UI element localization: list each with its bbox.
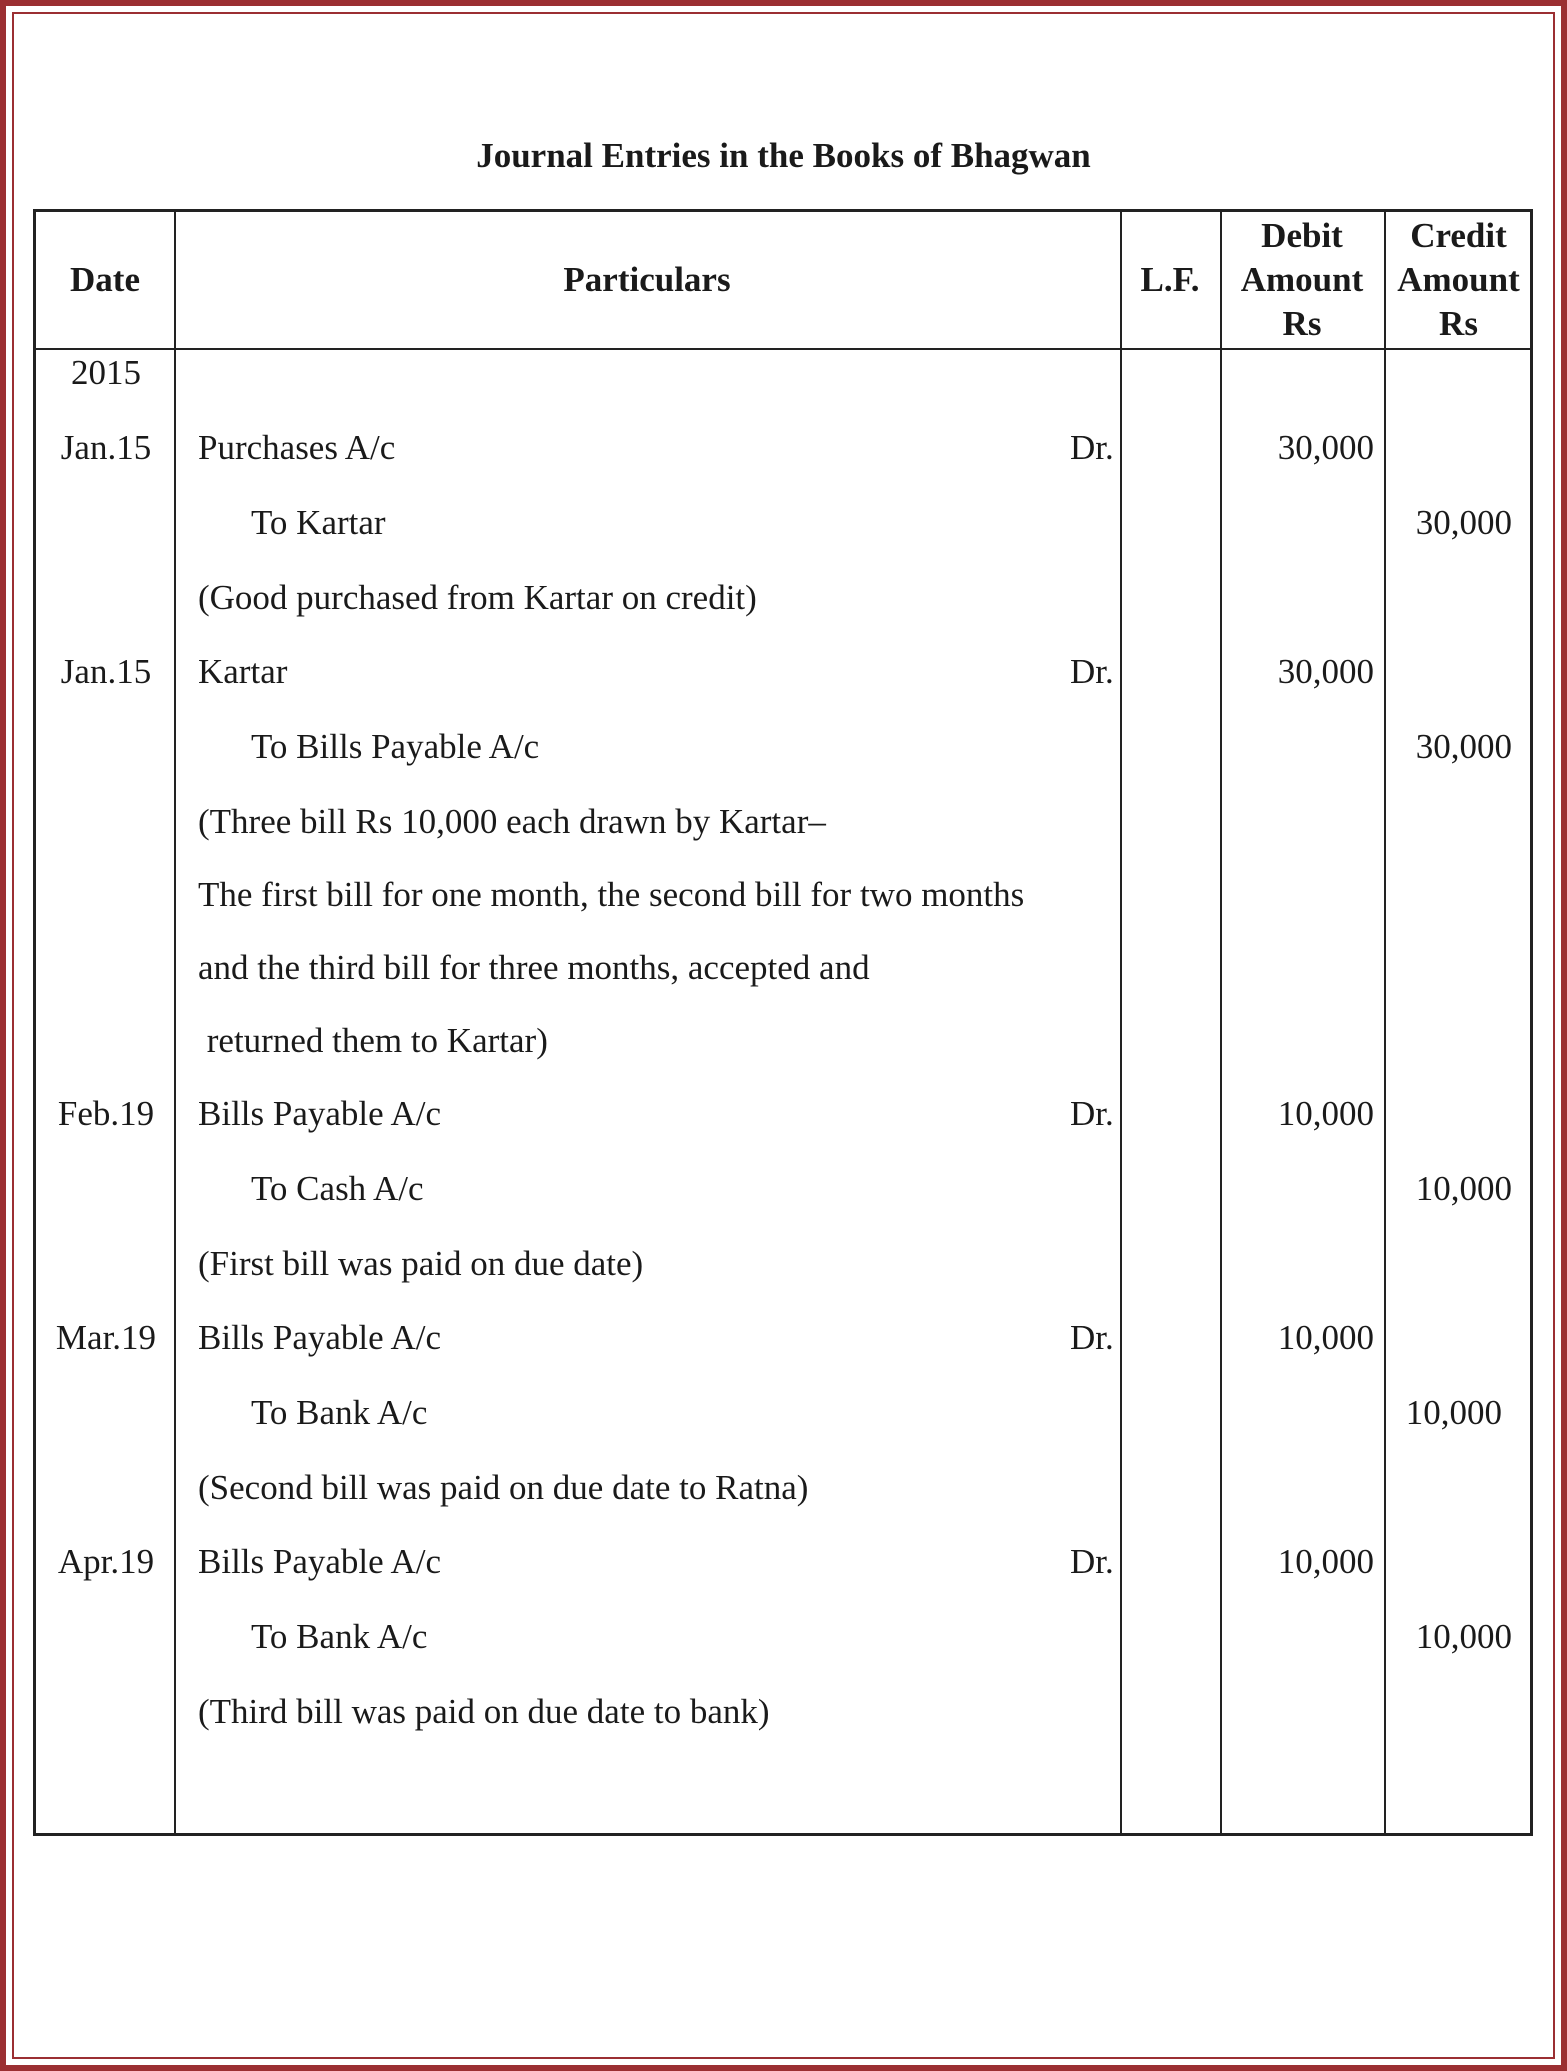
debit-amount: 10,000	[1277, 1542, 1374, 1581]
dr-label: Dr.	[1070, 1318, 1114, 1357]
header-divider	[36, 348, 1530, 350]
header-credit-line: Amount	[1397, 260, 1520, 299]
narration: (Second bill was paid on due date to Ratna)	[198, 1468, 809, 1507]
header-debit-amount	[1220, 212, 1384, 348]
entry-date: Apr.19	[57, 1542, 155, 1581]
narration: The first bill for one month, the second bill for two months	[198, 875, 1025, 914]
narration: returned them to Kartar)	[198, 1021, 548, 1060]
debit-account: Bills Payable A/c	[198, 1094, 442, 1133]
credit-account: To Cash A/c	[251, 1169, 424, 1208]
header-particulars: Particulars	[563, 260, 731, 299]
journal-table	[33, 209, 1533, 1836]
column-divider	[1384, 212, 1386, 1833]
narration: (Good purchased from Kartar on credit)	[198, 578, 757, 617]
debit-account: Bills Payable A/c	[198, 1542, 442, 1581]
header-credit-line: Rs	[1439, 304, 1478, 343]
narration: and the third bill for three months, accepted and	[198, 948, 870, 987]
debit-account: Bills Payable A/c	[198, 1318, 442, 1357]
debit-amount: 30,000	[1277, 428, 1374, 467]
credit-amount: 30,000	[1415, 727, 1512, 766]
header-credit-line: Credit	[1410, 216, 1507, 255]
dr-label: Dr.	[1070, 1542, 1114, 1581]
narration: (Third bill was paid on due date to bank)	[198, 1692, 770, 1731]
entry-date: Mar.19	[55, 1318, 157, 1357]
credit-amount: 10,000	[1405, 1393, 1502, 1432]
entry-date: Jan.15	[60, 428, 152, 467]
dr-label: Dr.	[1070, 652, 1114, 691]
header-debit-line: Amount	[1240, 260, 1364, 299]
header-debit-line: Debit	[1261, 216, 1343, 255]
column-divider	[1220, 212, 1222, 1833]
credit-amount: 30,000	[1415, 503, 1512, 542]
debit-amount: 10,000	[1277, 1094, 1374, 1133]
entry-date: Feb.19	[57, 1094, 155, 1133]
credit-account: To Bills Payable A/c	[251, 727, 540, 766]
narration: (First bill was paid on due date)	[198, 1244, 644, 1283]
year-label: 2015	[71, 353, 141, 392]
debit-amount: 30,000	[1277, 652, 1374, 691]
credit-account: To Kartar	[251, 503, 386, 542]
credit-amount: 10,000	[1415, 1169, 1512, 1208]
column-divider	[1120, 212, 1122, 1833]
dr-label: Dr.	[1070, 428, 1114, 467]
header-lf: L.F.	[1140, 260, 1200, 299]
debit-amount: 10,000	[1277, 1318, 1374, 1357]
credit-account: To Bank A/c	[251, 1393, 428, 1432]
narration: (Three bill Rs 10,000 each drawn by Kartar–	[198, 802, 826, 841]
debit-account: Purchases A/c	[198, 428, 396, 467]
credit-account: To Bank A/c	[251, 1617, 428, 1656]
credit-amount: 10,000	[1415, 1617, 1512, 1656]
entry-date: Jan.15	[60, 652, 152, 691]
page-title: Journal Entries in the Books of Bhagwan	[476, 136, 1091, 175]
header-debit-line: Rs	[1282, 304, 1322, 343]
dr-label: Dr.	[1070, 1094, 1114, 1133]
debit-account: Kartar	[198, 652, 288, 691]
header-date: Date	[70, 260, 140, 299]
header-credit-amount	[1384, 212, 1533, 348]
